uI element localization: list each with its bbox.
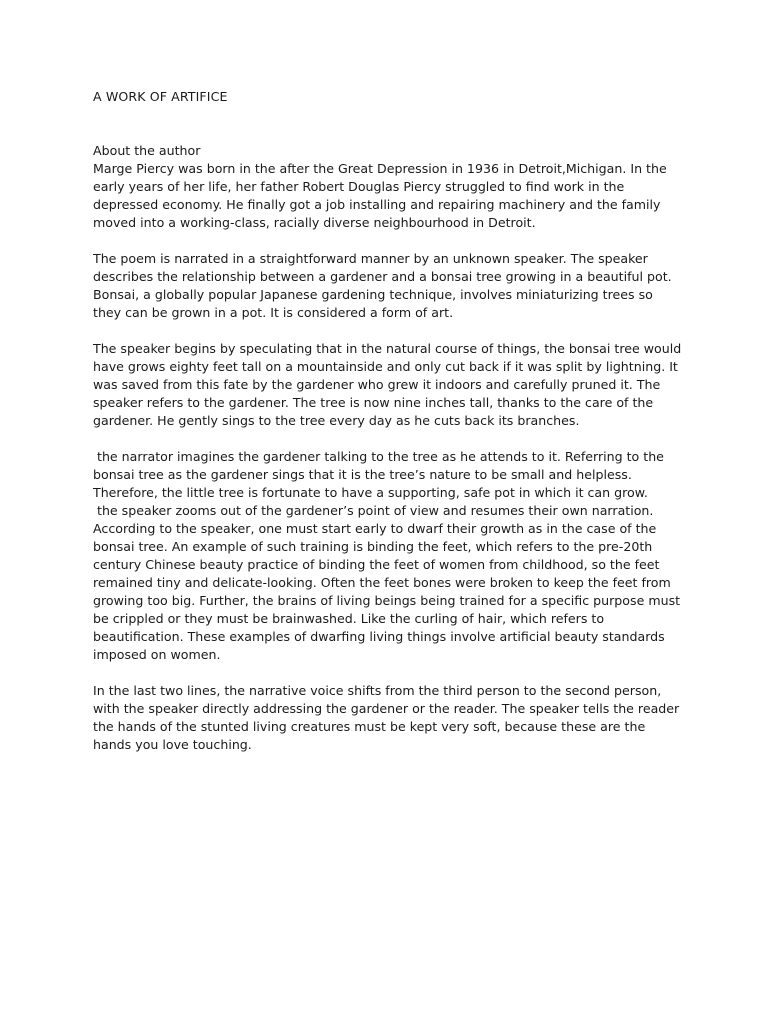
section-label-about-author: About the author — [93, 143, 201, 158]
document-body — [93, 88, 686, 754]
paragraph-speaker-speculation: The speaker begins by speculating that in the natural course of things, the bonsai tree would have grows eighty feet tall on a mountainside and only cut back if it was split by lightning. It was saved from this fate by the gardener who grew it indoors and carefully pruned it. The speaker refers to the gardener. The tree is now nine inches tall, thanks to the care of the gardener. He gently sings to the tree every day as he cuts back its branches. — [93, 341, 686, 428]
paragraph-poem-intro: The poem is narrated in a straightforward manner by an unknown speaker. The speaker describes the relationship between a gardener and a bonsai tree growing in a beautiful pot. Bonsai, a globally popular Japanese gardening technique, involves miniaturizing trees so they can be grown in a pot. It is considered a form of art. — [93, 251, 676, 320]
document-title: A WORK OF ARTIFICE — [93, 89, 228, 104]
paragraph-last-lines: In the last two lines, the narrative voice shifts from the third person to the second person, with the speaker directly addressing the gardener or the reader. The speaker tells the reader the hands of the stunted living creatures must be kept very soft, because these are the hands you love touching. — [93, 683, 684, 752]
paragraph-author-bio: Marge Piercy was born in the after the Great Depression in 1936 in Detroit,Michigan. In the early years of her life, her father Robert Douglas Piercy struggled to find work in the depressed economy. He finally got a job installing and repairing machinery and the family moved into a working-class, racially diverse neighbourhood in Detroit. — [93, 161, 671, 230]
paragraph-narrator-imagines: the narrator imagines the gardener talking to the tree as he attends to it. Referring to the bonsai tree as the gardener sings that it is the tree’s nature to be small and helpless. Therefore, the little tree is fortunate to have a supporting, safe pot in which it can grow. the speaker zooms out of the gardener’s point of view and resumes their own narration. According to the speaker, one must start early to dwarf their growth as in the case of the bonsai tree. An example of such training is binding the feet, which refers to the pre-20th century Chinese beauty practice of binding the feet of women from childhood, so the feet remained tiny and delicate-looking. Often the feet bones were broken to keep the feet from growing too big. Further, the brains of living beings being trained for a specific purpose must be crippled or they must be brainwashed. Like the curling of hair, which refers to beautification. These examples of dwarfing living things involve artificial beauty standards imposed on women. — [93, 449, 681, 662]
